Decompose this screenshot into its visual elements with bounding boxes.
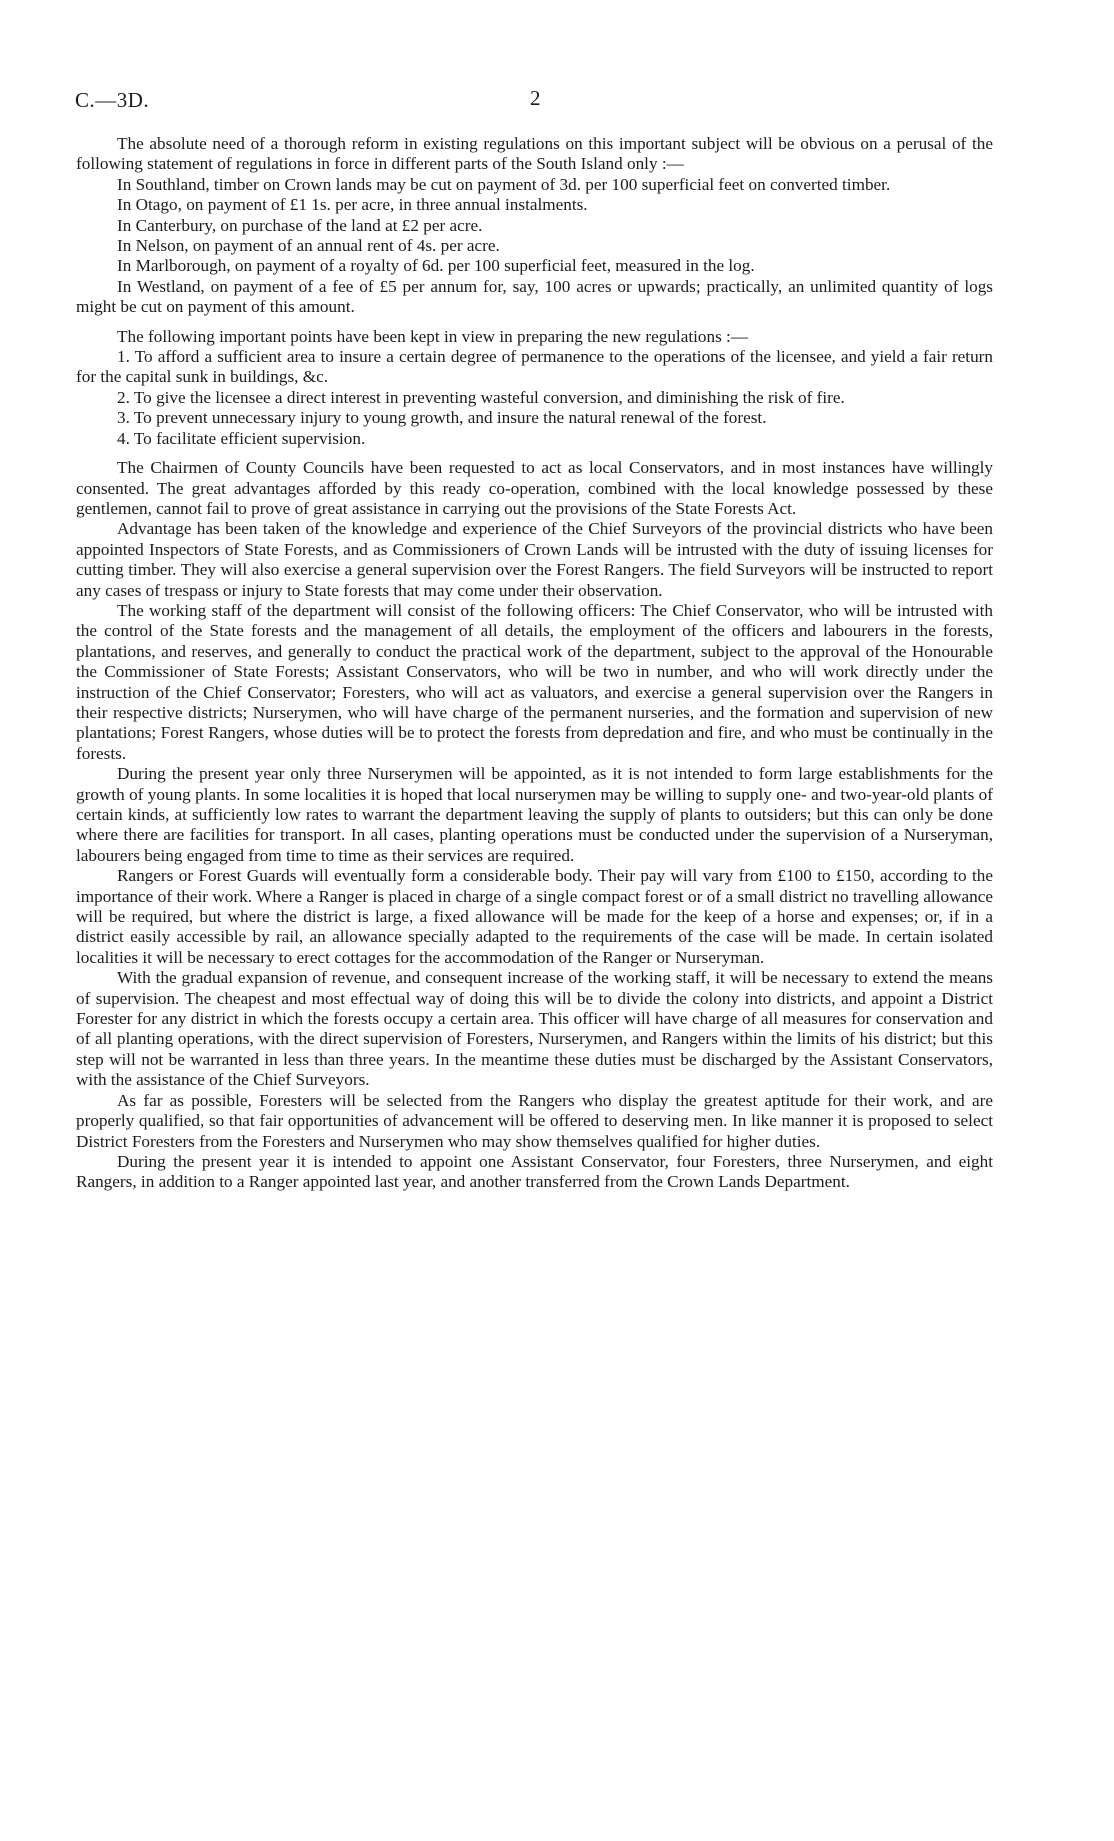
page-number: 2 xyxy=(530,86,541,110)
point-item: 3. To prevent unnecessary injury to young growth, and insure the natural renewal of the forest. xyxy=(117,408,767,428)
document-reference: C.—3D. xyxy=(75,88,150,112)
point-item: 4. To facilitate efficient supervision. xyxy=(117,428,366,448)
regulation-marlborough: In Marlborough, on payment of a royalty of 6d. per 100 superficial feet, measured in the log. xyxy=(117,256,755,276)
regulation-nelson: In Nelson, on payment of an annual rent of 4s. per acre. xyxy=(117,236,500,256)
regulation-canterbury: In Canterbury, on purchase of the land at £2 per acre. xyxy=(117,215,483,235)
document-body xyxy=(76,134,993,1193)
district-forester-paragraph: With the gradual expansion of revenue, and consequent increase of the working staff, it will be necessary to extend the means of supervision. The cheapest and most effectual way of doing this will be to divide the colony into districts, and appoint a District Forester for any district in which the forests occupy a certain area. This officer will have charge of all measures for conservation and of all planting operations, with the direct supervision of Foresters, Nurserymen, and Rangers within the limits of his district; but this step will not be warranted in less than three years. In the meantime these duties must be discharged by the Assistant Conservators, with the assistance of the Chief Surveyors. xyxy=(76,968,993,1090)
regulation-westland: In Westland, on payment of a fee of £5 per annum for, say, 100 acres or upwards; practically, an unlimited quantity of logs might be cut on payment of this amount. xyxy=(76,276,993,317)
appointments-paragraph: During the present year it is intended to appoint one Assistant Conservator, four Foresters, three Nurserymen, and eight Rangers, in addition to a Ranger appointed last year, and another transferred from the Crown Lands Department. xyxy=(76,1151,993,1192)
point-item: 1. To afford a sufficient area to insure a certain degree of permanence to the operations of the licensee, and yield a fair return for the capital sunk in buildings, &c. xyxy=(76,347,993,387)
regulation-southland: In Southland, timber on Crown lands may be cut on payment of 3d. per 100 superficial feet on converted timber. xyxy=(117,174,891,194)
new-regulations-intro: The following important points have been kept in view in preparing the new regulations :— xyxy=(117,326,749,346)
county-councils-paragraph: The Chairmen of County Councils have been requested to act as local Conservators, and in most instances have willingly consented. The great advantages afforded by this ready co-operation, combined with the local knowledge possessed by these gentlemen, cannot fail to prove of great assistance in carrying out the provisions of the State Forests Act. xyxy=(76,458,993,518)
nurserymen-paragraph: During the present year only three Nurserymen will be appointed, as it is not intended to form large establishments for the growth of young plants. In some localities it is hoped that local nurserymen may be willing to supply one- and two-year-old plants of certain kinds, at sufficiently low rates to warrant the department leaving the supply of plants to outsiders; but this can only be done where there are facilities for transport. In all cases, planting operations must be conducted under the supervision of a Nurseryman, labourers being engaged from time to time as their services are required. xyxy=(76,764,993,865)
chief-surveyors-paragraph: Advantage has been taken of the knowledge and experience of the Chief Surveyors of the provincial districts who have been appointed Inspectors of State Forests, and as Commissioners of Crown Lands will be intrusted with the duty of issuing licenses for cutting timber. They will also exercise a general supervision over the Forest Rangers. The field Surveyors will be instructed to report any cases of trespass or injury to State forests that may come under their observation. xyxy=(76,519,993,600)
rangers-paragraph: Rangers or Forest Guards will eventually form a considerable body. Their pay will vary from £100 to £150, according to the importance of their work. Where a Ranger is placed in charge of a single compact forest or of a small district no travelling allowance will be required, but where the district is large, a fixed allowance will be made for the keep of a horse and expenses; or, if in a district easily accessible by rail, an allowance specially adapted to the requirements of the case will be made. In certain isolated localities it will be necessary to erect cottages for the accommodation of the Ranger or Nurseryman. xyxy=(76,866,993,967)
working-staff-paragraph: The working staff of the department will consist of the following officers: The Chief Conservator, who will be intrusted with the control of the State forests and the management of all details, the employment of the officers and labourers in the forests, plantations, and reserves, and generally to conduct the practical work of the department, subject to the approval of the Honourable the Commissioner of State Forests; Assistant Conservators, who will be two in number, and who will work directly under the instruction of the Chief Conservator; Foresters, who will act as valuators, and exercise a general supervision over the Rangers in their respective districts; Nurserymen, who will have charge of the permanent nurseries, and the formation and supervision of new plantations; Forest Rangers, whose duties will be to protect the forests from depredation and fire, and who must be continually in the forests. xyxy=(76,600,993,763)
regulation-otago: In Otago, on payment of £1 1s. per acre, in three annual instalments. xyxy=(117,195,588,215)
regulations-intro-paragraph: The absolute need of a thorough reform in existing regulations on this important subject will be obvious on a perusal of the following statement of regulations in force in different parts of the South Island only :— xyxy=(76,134,993,174)
foresters-selection-paragraph: As far as possible, Foresters will be selected from the Rangers who display the greatest aptitude for their work, and are properly qualified, so that fair opportunities of advancement will be offered to deserving men. In like manner it is proposed to select District Foresters from the Foresters and Nurserymen who may show themselves qualified for higher duties. xyxy=(76,1090,993,1151)
point-item: 2. To give the licensee a direct interest in preventing wasteful conversion, and diminishing the risk of fire. xyxy=(117,387,845,407)
